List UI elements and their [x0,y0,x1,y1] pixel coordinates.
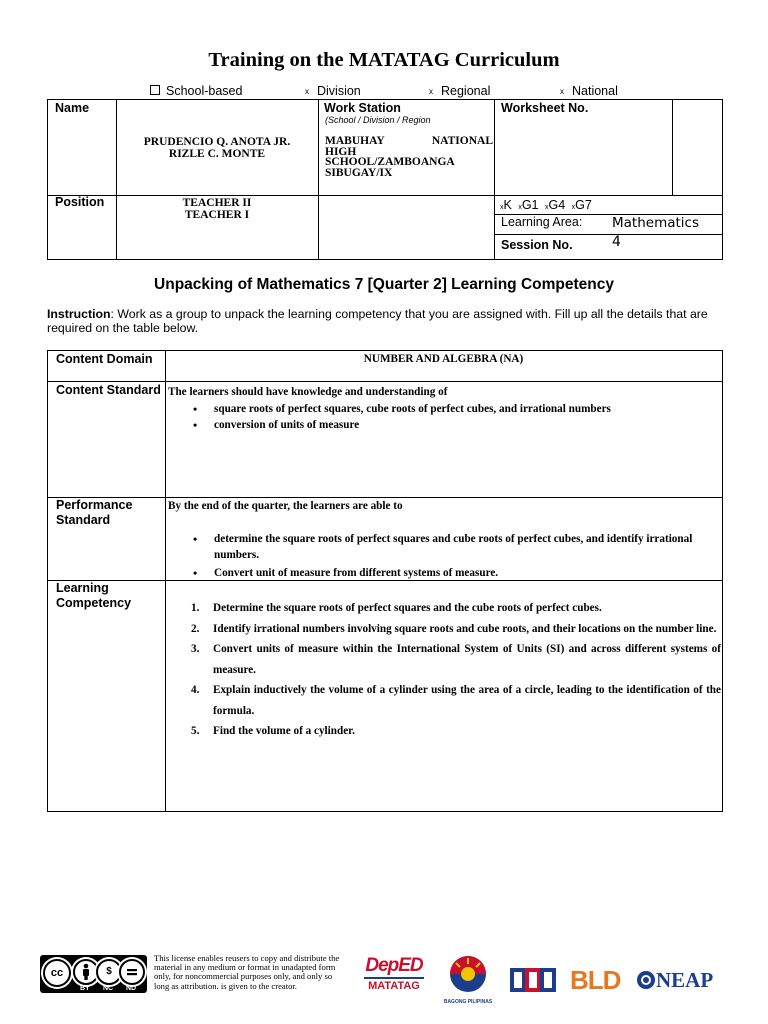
nc-label: NC [103,985,114,992]
performance-standard-intro: By the end of the quarter, the learners are able to [168,500,403,512]
deped-matatag-logo: DepED MATATAG [365,955,423,992]
list-item: • conversion of units of measure [168,417,716,434]
by-label: BY [80,985,90,992]
bld-logo: BLD [570,965,621,995]
position-values [116,197,318,221]
instruction [47,307,725,335]
scope-division[interactable] [305,84,361,98]
list-item: • Convert unit of measure from different systems of measure. [168,565,712,581]
checkbox-icon [150,85,160,95]
info-table [47,99,723,260]
nd-icon [119,959,145,985]
scope-national-label: National [572,84,618,98]
instruction-text: : Work as a group to unpack the learning competency that you are assigned with. Fill up all the details that are required on the table below. [47,307,708,335]
scope-regional-label: Regional [441,84,491,98]
instruction-label: Instruction [47,307,111,321]
cc-license-badge [40,955,147,993]
neap-logo: NEAP [636,968,732,1002]
workstation-value: MABUHAY NATIONAL HIGH SCHOOL/ZAMBOANGA SIBUGAY/IX [325,135,493,179]
bhrod-logo [509,966,557,998]
cc-icon: cc [43,959,71,987]
learning-area-value: Mathematics [612,215,699,231]
list-item: 2. Identify irrational numbers involving square roots and cube roots, and their locations on the number line. [191,622,717,635]
content-domain-value: NUMBER AND ALGEBRA (NA) [363,353,524,365]
x-mark: x [305,87,309,97]
workstation-hint: (School / Division / Region [325,115,431,125]
position-value: TEACHER I [184,209,250,221]
position-label: Position [55,195,105,209]
x-mark: x [560,87,564,97]
learning-competency-body [167,598,721,742]
list-item: 4. Explain inductively the volume of a cylinder using the area of a circle, leading to the identification of the formula. [191,684,721,717]
x-mark: x [429,87,433,97]
scope-regional[interactable] [429,84,490,98]
position-value: TEACHER II [182,197,252,209]
session-value: 4 [612,234,621,250]
name-values [116,136,318,160]
content-standard-body [168,384,716,434]
list-item: 5. Find the volume of a cylinder. [191,725,355,737]
scope-school-based-label: School-based [166,84,243,98]
content-domain-label: Content Domain [56,352,153,366]
document-title: Training on the MATATAG Curriculum [208,49,560,71]
bagong-pilipinas-logo: BAGONG PILIPINAS [438,954,498,1004]
worksheet-label: Worksheet No. [501,101,589,115]
list-item: 3. Convert units of measure within the International System of Units (SI) and across different systems of measure. [191,643,721,676]
nd-label: ND [126,985,137,992]
scope-national[interactable] [560,84,618,98]
section-heading: Unpacking of Mathematics 7 [Quarter 2] Learning Competency [154,276,614,293]
name-value: RIZLE C. MONTE [168,148,266,160]
name-value: PRUDENCIO Q. ANOTA JR. [143,136,291,148]
list-item: 1. Determine the square roots of perfect squares and the cube roots of perfect cubes. [191,602,602,614]
learning-competency-label: Learning Competency [56,581,132,610]
workstation-label: Work Station [324,101,401,115]
learning-area-label: Learning Area: [501,215,583,229]
content-standard-label: Content Standard [56,383,161,397]
content-standard-intro: The learners should have knowledge and understanding of [168,386,448,398]
name-label: Name [55,101,90,115]
nc-icon: $ [96,959,122,985]
competency-table [47,350,723,812]
list-item: • determine the square roots of perfect squares and cube roots of perfect cubes, and identify irrational numbers. [168,531,712,563]
performance-standard-label: Performance Standard [56,498,133,527]
performance-standard-body [168,499,712,581]
session-label: Session No. [501,238,573,252]
list-item: • square roots of perfect squares, cube roots of perfect cubes, and irrational numbers [168,401,716,418]
license-text: This license enables reusers to copy and distribute the material in any medium or format in unadapted form only, for noncommercial purposes only, and only so long as attribution. is given to the creator. [154,953,340,991]
grade-levels: xK xG1 xG4 xG7 [500,198,592,212]
scope-division-label: Division [317,84,361,98]
scope-school-based[interactable] [150,84,242,98]
